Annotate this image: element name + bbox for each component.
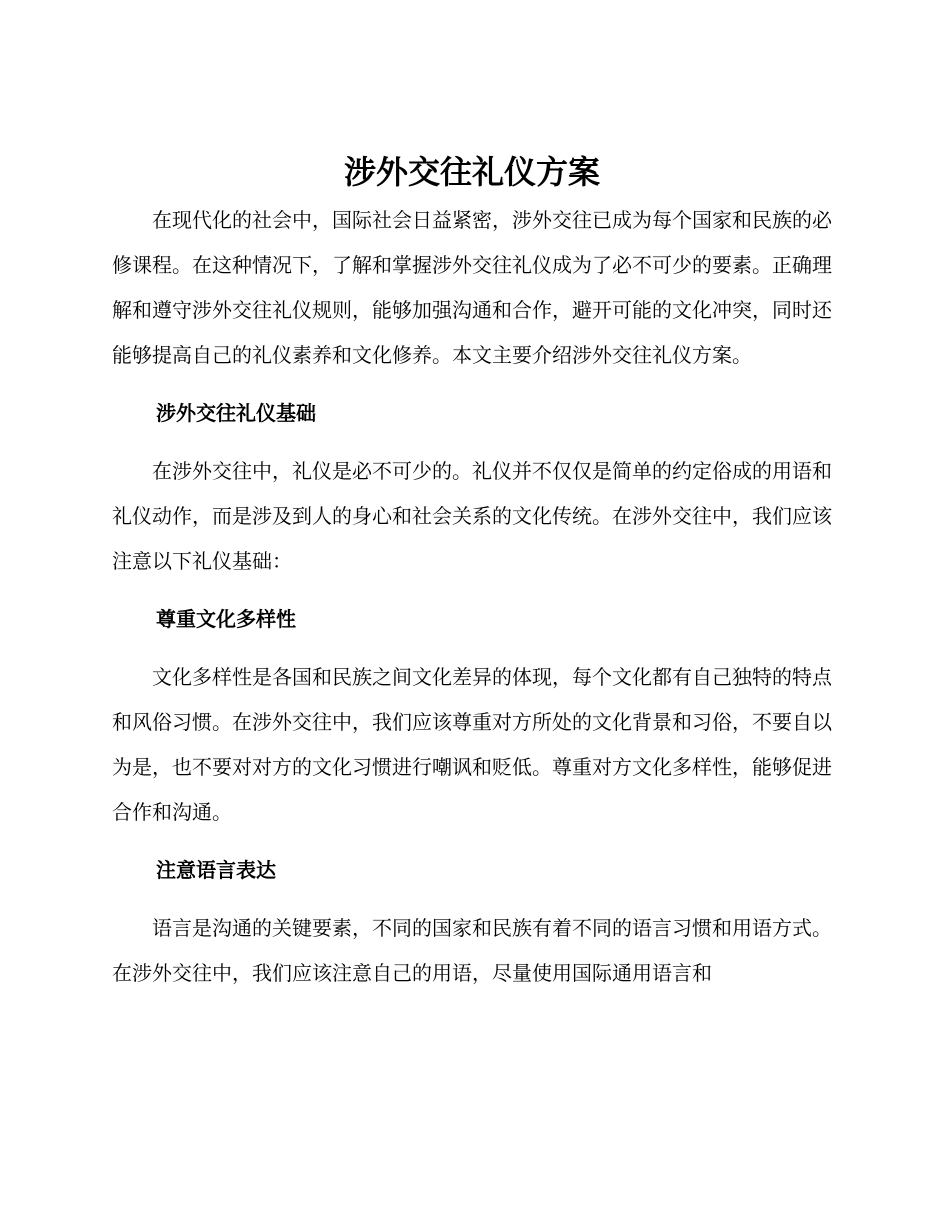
section-heading: 注意语言表达	[156, 858, 276, 882]
section-paragraph: 在涉外交往中，礼仪是必不可少的。礼仪并不仅仅是简单的约定俗成的用语和礼仪动作，而是涉及到人的身心和社会关系的文化传统。在涉外交往中，我们应该注意以下礼仪基础：	[112, 459, 832, 573]
section-paragraph: 语言是沟通的关键要素，不同的国家和民族有着不同的语言习惯和用语方式。在涉外交往中，我们应该注意自己的用语，尽量使用国际通用语言和	[112, 916, 832, 985]
document-title: 涉外交往礼仪方案	[343, 153, 600, 191]
intro-paragraph: 在现代化的社会中，国际社会日益紧密，涉外交往已成为每个国家和民族的必修课程。在这种情况下，了解和掌握涉外交往礼仪成为了必不可少的要素。正确理解和遵守涉外交往礼仪规则，能够加强沟通和合作，避开可能的文化冲突，同时还能够提高自己的礼仪素养和文化修养。本文主要介绍涉外交往礼仪方案。	[112, 208, 832, 367]
section-paragraph: 文化多样性是各国和民族之间文化差异的体现，每个文化都有自己独特的特点和风俗习惯。在涉外交往中，我们应该尊重对方所处的文化背景和习俗，不要自以为是，也不要对对方的文化习惯进行嘲讽和贬低。尊重对方文化多样性，能够促进合作和沟通。	[112, 665, 832, 824]
section-heading: 涉外交往礼仪基础	[156, 401, 316, 425]
section-heading: 尊重文化多样性	[156, 607, 296, 631]
document-body	[112, 150, 832, 996]
